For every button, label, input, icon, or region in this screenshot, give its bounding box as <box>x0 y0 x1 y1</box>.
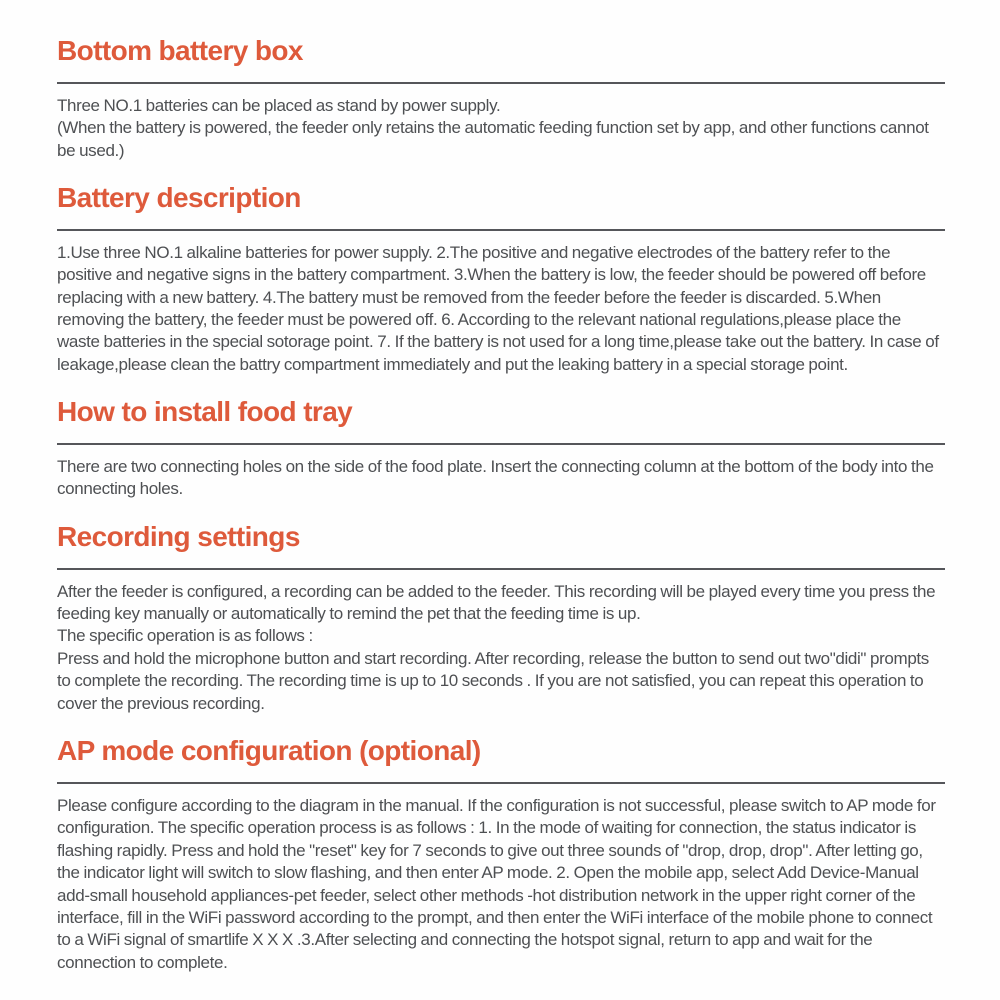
body-paragraph: There are two connecting holes on the side of the food plate. Insert the connecting column at the bottom of the body into the connecting holes. <box>57 457 934 499</box>
section-body <box>57 95 945 162</box>
body-paragraph: Please configure according to the diagram in the manual. If the configuration is not successful, please switch to AP mode for configuration. The specific operation process is as follows : 1. In the mode of waiting for connection, the status indicator is flashing rapidly. Press and hold the "reset" key for 7 seconds to give out three sounds of "drop, drop, drop". After letting go, the indicator light will switch to slow flashing, and then enter AP mode. 2. Open the mobile app, select Add Device-Manual add-small household appliances-pet feeder, select other methods -hot distribution network in the upper right corner of the interface, fill in the WiFi password according to the prompt, and then enter the WiFi interface of the mobile phone to connect to a WiFi signal of smartlife X X X .3.After selecting and connecting the hotspot signal, return to app and wait for the connection to complete. <box>57 795 936 972</box>
body-paragraph: The specific operation is as follows : <box>57 626 313 646</box>
sections-container <box>57 36 945 974</box>
section-heading: Recording settings <box>57 520 300 552</box>
manual-section <box>57 397 945 501</box>
section-divider <box>57 82 945 84</box>
section-divider <box>57 443 945 445</box>
section-body <box>57 242 945 376</box>
section-divider <box>57 229 945 231</box>
section-divider <box>57 782 945 784</box>
section-heading: AP mode configuration (optional) <box>57 735 481 767</box>
body-paragraph: 1.Use three NO.1 alkaline batteries for power supply. 2.The positive and negative electrodes of the battery refer to the positive and negative signs in the battery compartment. 3.When the battery is low, the feeder should be powered off before replacing with a new battery. 4.The battery must be removed from the feeder before the feeder is discarded. 5.When removing the battery, the feeder must be powered off. 6. According to the relevant national regulations,please place the waste batteries in the special sotorage point. 7. If the battery is not used for a long time,please take out the battery. In case of leakage,please clean the battry compartment immediately and put the leaking battery in a special storage point. <box>57 242 939 374</box>
section-divider <box>57 568 945 570</box>
section-heading: Bottom battery box <box>57 35 303 66</box>
section-body <box>57 581 945 715</box>
manual-section <box>57 183 945 376</box>
body-paragraph: (When the battery is powered, the feeder only retains the automatic feeding function set by app, and other functions cannot be used.) <box>57 118 929 160</box>
body-paragraph: After the feeder is configured, a recording can be added to the feeder. This recording will be played every time you press the feeding key manually or automatically to remind the pet that the feeding time is up. <box>57 581 936 624</box>
section-body <box>57 456 945 501</box>
manual-section <box>57 36 945 162</box>
manual-section <box>57 736 945 974</box>
manual-section <box>57 522 945 715</box>
section-body <box>57 795 945 974</box>
body-paragraph: Press and hold the microphone button and start recording. After recording, release the button to send out two"didi" prompts to complete the recording. The recording time is up to 10 seconds . If you are not satisfied, you can repeat this operation to cover the previous recording. <box>57 648 929 713</box>
body-paragraph: Three NO.1 batteries can be placed as stand by power supply. <box>57 95 501 115</box>
section-heading: Battery description <box>57 182 301 214</box>
section-heading: How to install food tray <box>57 396 353 428</box>
